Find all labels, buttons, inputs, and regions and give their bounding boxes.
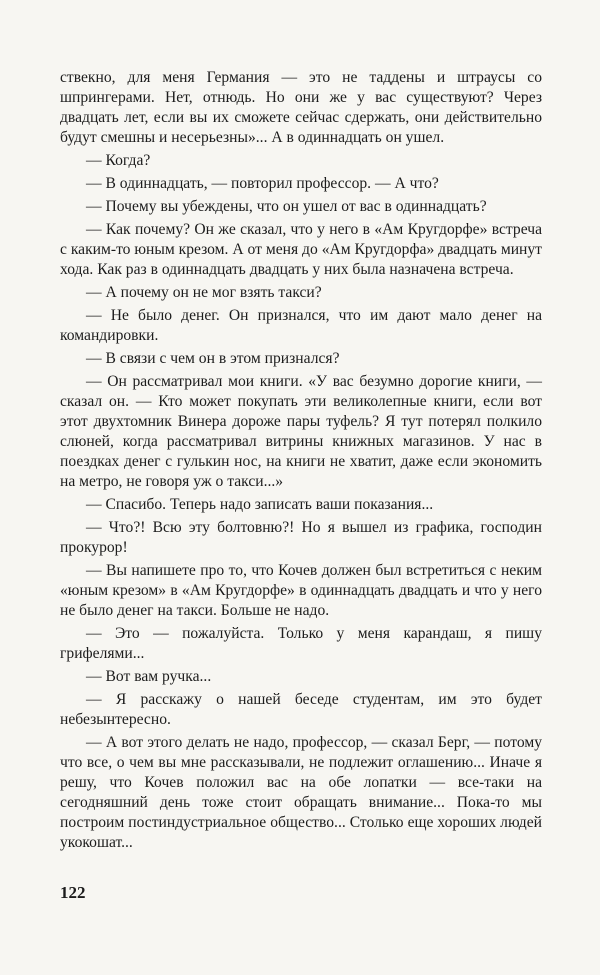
paragraph: — В одиннадцать, — повторил профессор. — А что? (86, 175, 439, 192)
paragraph: — Он рассматривал мои книги. «У вас безумно дорогие книги, — сказал он. — Кто может покупать эти великолепные книги, если вот этот двухтомник Винера дороже пары туфель? Я тут потерял полкило слюней, когда рассматривал витрины книжных магазинов. У нас в поездках денег с гулькин нос, на книги не хватит, даже если экономить на метро, не говоря уж о такси...» (60, 373, 542, 490)
paragraph: — Это — пожалуйста. Только у меня карандаш, я пишу грифелями... (60, 625, 542, 662)
paragraph: — Спасибо. Теперь надо записать ваши показания... (86, 496, 434, 513)
paragraph: — Почему вы убеждены, что он ушел от вас в одиннадцать? (86, 198, 487, 215)
paragraph: — А почему он не мог взять такси? (86, 284, 322, 301)
paragraph: — А вот этого делать не надо, профессор, — сказал Берг, — потому что все, о чем вы мне рассказывали, не подлежит оглашению... Иначе я решу, что Кочев положил вас на обе лопатки — все-таки на сегодняшний день тоже стоит обращать внимание... Пока-то мы построим постиндустриальное общество... Столько еще хороших людей укокошат... (60, 734, 542, 851)
paragraph: — Не было денег. Он признался, что им дают мало денег на командировки. (60, 307, 542, 344)
paragraph: ствекно, для меня Германия — это не таддены и штраусы со шпрингерами. Нет, отнюдь. Но они же у вас существуют? Через двадцать лет, если вы их сможете сейчас сдержать, они действительно будут смешны и несерьезны»... А в одиннадцать он ушел. (60, 69, 542, 146)
paragraph: — В связи с чем он в этом признался? (86, 350, 340, 367)
paragraph: — Как почему? Он же сказал, что у него в «Ам Кругдорфе» встреча с каким-то юным крезом. А от меня до «Ам Кругдорфа» двадцать минут хода. Как раз в одиннадцать двадцать у них была назначена встреча. (60, 221, 542, 278)
paragraph: — Вот вам ручка... (86, 668, 212, 685)
paragraph: — Я расскажу о нашей беседе студентам, им это будет небезынтересно. (60, 691, 542, 728)
paragraph: — Вы напишете про то, что Кочев должен был встретиться с неким «юным крезом» в «Ам Кругдорфе» в одиннадцать двадцать и что у него не было денег на такси. Больше не надо. (60, 562, 542, 619)
paragraph: — Что?! Всю эту болтовню?! Но я вышел из графика, господин прокурор! (60, 519, 542, 556)
page-number: 122 (60, 883, 86, 902)
paragraph: — Когда? (86, 152, 151, 169)
page-text (60, 68, 542, 853)
